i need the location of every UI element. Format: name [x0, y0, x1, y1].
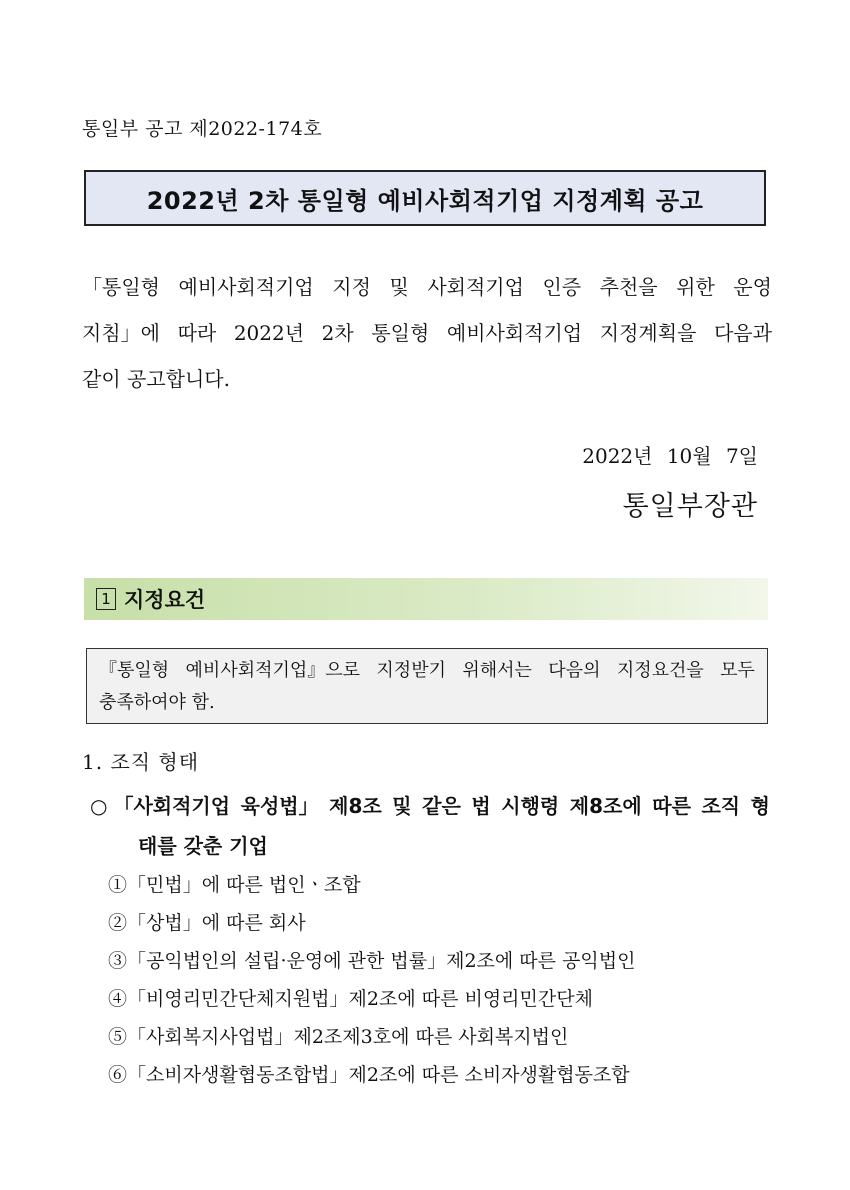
word: 사회적기업: [427, 275, 524, 299]
word: 「사회적기업: [113, 794, 231, 818]
word: 2차: [321, 321, 354, 345]
bullet-item: [90, 786, 770, 866]
word: 예비사회적기업』으로: [185, 660, 361, 681]
word: 지정: [332, 275, 371, 299]
word: 「통일형: [82, 275, 160, 299]
word: 위해서는: [462, 660, 532, 681]
requirement-box: [86, 648, 768, 724]
list-item: ④「비영리민간단체지원법」제2조에 따른 비영리민간단체: [108, 988, 593, 1010]
signer: 통일부장관: [622, 491, 758, 522]
word: 조직: [701, 794, 741, 818]
word: 육성법」: [240, 794, 319, 818]
word: 추천을: [599, 275, 658, 299]
section-title: 지정요건: [124, 588, 206, 612]
word: 시행령: [501, 794, 560, 818]
word: 지정받기: [376, 660, 446, 681]
intro-paragraph: [82, 264, 772, 402]
word: 예비사회적기업: [446, 321, 583, 345]
bullet-circle-icon: ○: [90, 794, 108, 818]
intro-line-2: [82, 310, 772, 356]
bullet-line-1: [90, 786, 770, 826]
notice-number: 통일부 공고 제2022-174호: [82, 118, 323, 140]
list-item: ⑥「소비자생활협동조합법」제2조에 따른 소비자생활협동조합: [108, 1064, 630, 1086]
requirement-line-2: 충족하여야 함.: [99, 692, 215, 713]
section-number-box: 1: [96, 588, 116, 610]
word: 및: [389, 275, 409, 299]
word: 따라: [177, 321, 217, 345]
word: 예비사회적기업: [178, 275, 314, 299]
list-item: ⑤「사회복지사업법」제2조제3호에 따른 사회복지법인: [108, 1026, 569, 1048]
word: 위한: [676, 275, 715, 299]
word: 법: [471, 794, 491, 818]
word: 따른: [652, 794, 691, 818]
word: 제8조: [329, 794, 382, 818]
intro-line-3: 같이 공고합니다.: [82, 367, 230, 391]
bullet-line-2: 태를 갖춘 기업: [138, 834, 268, 858]
list-item: ②「상법」에 따른 회사: [108, 912, 306, 934]
word: 2022년: [233, 321, 305, 345]
announcement-date: 2022년 10월 7일: [582, 444, 758, 468]
word: 모두: [720, 660, 755, 681]
word: 『통일형: [99, 660, 170, 681]
word: 형: [750, 794, 770, 818]
word: 및: [392, 794, 412, 818]
bullet-line-1-text: [113, 786, 770, 826]
subsection-heading: 1. 조직 형태: [82, 750, 200, 774]
word: 지정요건을: [616, 660, 704, 681]
intro-line-1: [82, 264, 772, 310]
word: 지침」에: [82, 321, 160, 345]
word: 다음과: [713, 321, 772, 345]
list-item: ①「민법」에 따른 법인ㆍ조합: [108, 874, 361, 896]
word: 지정계획을: [599, 321, 697, 345]
requirement-line-1: [99, 655, 755, 687]
page-title: 2022년 2차 통일형 예비사회적기업 지정계획 공고: [146, 186, 704, 215]
title-box: [84, 170, 766, 226]
word: 다음의: [548, 660, 601, 681]
word: 같은: [422, 794, 461, 818]
word: 운영: [733, 275, 772, 299]
section-header: [84, 578, 768, 620]
list-item: ③「공익법인의 설립·운영에 관한 법률」제2조에 따른 공익법인: [108, 950, 636, 972]
word: 제8조에: [569, 794, 642, 818]
word: 인증: [542, 275, 582, 299]
word: 통일형: [371, 321, 430, 345]
organization-type-list: [108, 866, 635, 1094]
